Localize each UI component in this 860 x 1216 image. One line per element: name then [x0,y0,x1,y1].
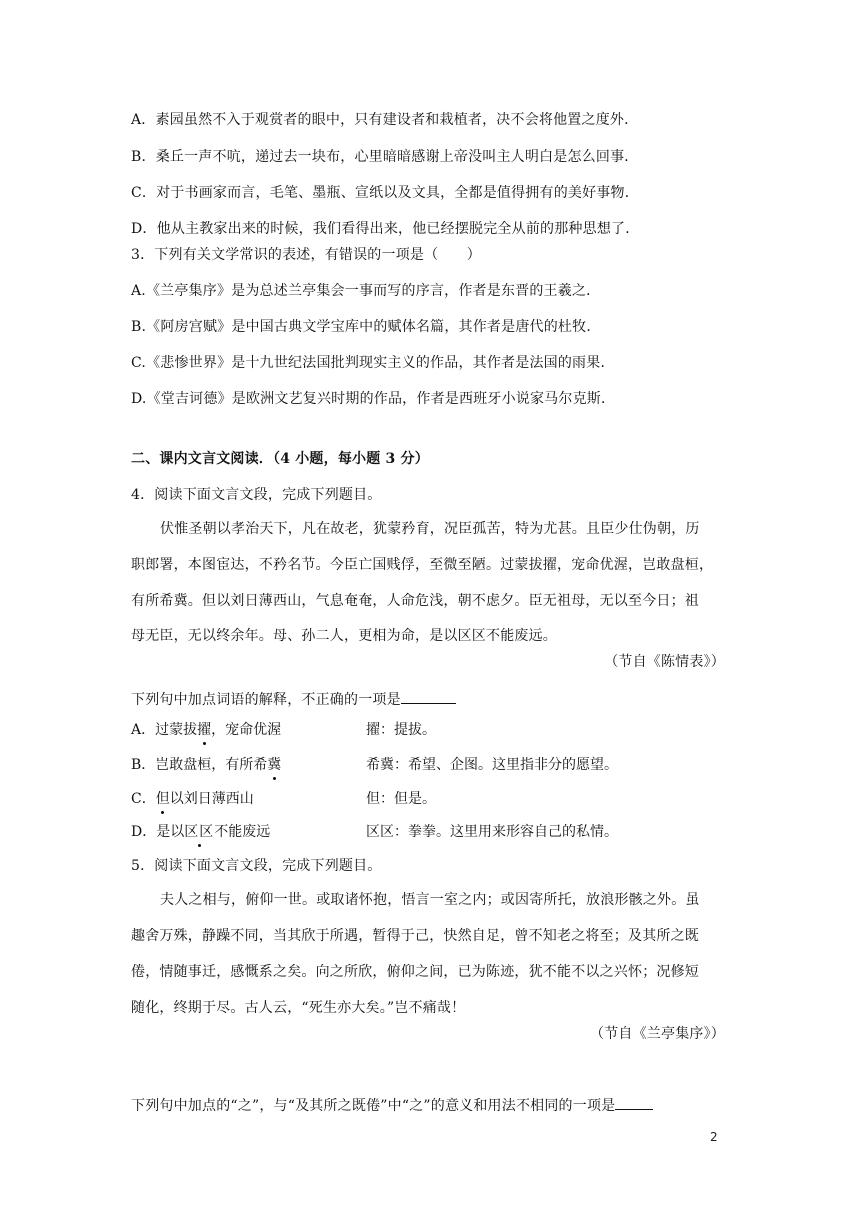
q2-option-d: D．他从主教家出来的时候，我们看得出来，他已经摆脱完全从前的那种思想了． [131,221,640,237]
q5-source: （节自《兰亭集序》） [590,1026,725,1042]
answer-blank [615,1093,653,1110]
q4-option-d [131,822,731,842]
dotted-word: 区区 [184,824,215,840]
q5-passage-line: 随化，终期于尽。古人云，“死生亦大矣。”岂不痛哉！ [131,1000,466,1016]
q4-passage-line: 职郎署，本图宦达，不矜名节。今臣亡国贱俘，至微至陋。过蒙拔擢，宠命优渥，岂敢盘桓， [131,557,714,573]
q3-option-c: C.《悲惨世界》是十九世纪法国批判现实主义的作品，其作者是法国的雨果． [131,355,615,371]
q2-option-b: B．桑丘一声不吭，递过去一块布，心里暗暗感谢上帝没叫主人明白是怎么回事． [131,149,639,165]
section-heading: 二、课内文言文阅读．（4 小题，每小题 3 分） [131,451,429,467]
dotted-word: 但 [155,791,170,807]
q4-option-explain: 希冀：希望、企图。这里指非分的愿望。 [366,757,618,773]
q4-option-c [131,789,731,809]
q4-option-explain: 区区：拳拳。这里用来形容自己的私情。 [366,824,618,840]
q3-option-d: D.《堂吉诃德》是欧洲文艺复兴时期的作品，作者是西班牙小说家马尔克斯． [131,391,616,407]
q4-option-sentence [131,822,270,842]
q4-source: （节自《陈情表》） [604,654,725,670]
sentence-post: 以刘日薄西山 [169,791,254,807]
sentence-post: ，宠命优渥 [211,722,282,738]
q4-option-b [131,755,731,775]
sentence-post: 不能废远 [214,824,271,840]
q4-question [131,687,456,710]
q3-stem: 3．下列有关文学常识的表述，有错误的一项是（ ） [131,247,481,263]
q4-passage-line: 母无臣，无以终余年。母、孙二人，更相为命，是以区区不能废远。 [131,628,557,644]
q2-option-a: A．素园虽然不入于观赏者的眼中，只有建设者和栽植者，决不会将他置之度外． [131,112,639,128]
q4-option-sentence [131,789,254,809]
q3-option-b: B.《阿房宫赋》是中国古典文学宝库中的赋体名篇，其作者是唐代的杜牧． [131,319,601,335]
sentence-pre: A．过蒙拔 [131,722,198,738]
q5-question-text: 下列句中加点的“之”，与“及其所之既倦”中“之”的意义和用法不相同的一项是 [131,1098,616,1114]
q4-stem: 4．阅读下面文言文段，完成下列题目。 [131,487,382,503]
q2-option-c: C．对于书画家而言，毛笔、墨瓶、宣纸以及文具，全都是值得拥有的美好事物． [131,185,639,201]
q5-passage-line: 倦，情随事迁，感慨系之矣。向之所欣，俯仰之间，已为陈迹，犹不能不以之兴怀；况修短 [131,964,699,980]
q4-option-explain: 擢：提拔。 [366,722,436,738]
page-number: 2 [710,1130,718,1144]
q5-passage-line: 夫人之相与，俯仰一世。或取诸怀抱，悟言一室之内；或因寄所托，放浪形骸之外。虽 [160,892,700,908]
q4-option-sentence [131,755,281,775]
sentence-pre: C． [131,791,156,807]
q4-passage-line: 伏惟圣朝以孝治天下，凡在故老，犹蒙矜育，况臣孤苦，特为尤甚。且臣少仕伪朝，历 [160,521,700,537]
q4-passage-line: 有所希冀。但以刘日薄西山，气息奄奄，人命危浅，朝不虑夕。臣无祖母，无以至今日；祖 [131,593,699,609]
dotted-word: 擢 [197,722,212,738]
answer-blank [401,687,456,704]
q4-question-text: 下列句中加点词语的解释，不正确的一项是 [131,692,401,708]
q4-option-explain: 但：但是。 [366,791,436,807]
q4-option-sentence [131,720,281,740]
q5-stem: 5．阅读下面文言文段，完成下列题目。 [131,858,382,874]
q5-question [131,1093,653,1116]
q5-passage-line: 趣舍万殊，静躁不同，当其欣于所遇，暂得于己，快然自足，曾不知老之将至；及其所之既 [131,928,699,944]
dotted-word: 冀 [267,757,282,773]
q4-option-a [131,720,731,740]
sentence-pre: B．岂敢盘桓，有所希 [131,757,268,773]
q3-option-a: A.《兰亭集序》是为总述兰亭集会一事而写的序言，作者是东晋的王羲之． [131,283,601,299]
sentence-pre: D．是以 [131,824,185,840]
